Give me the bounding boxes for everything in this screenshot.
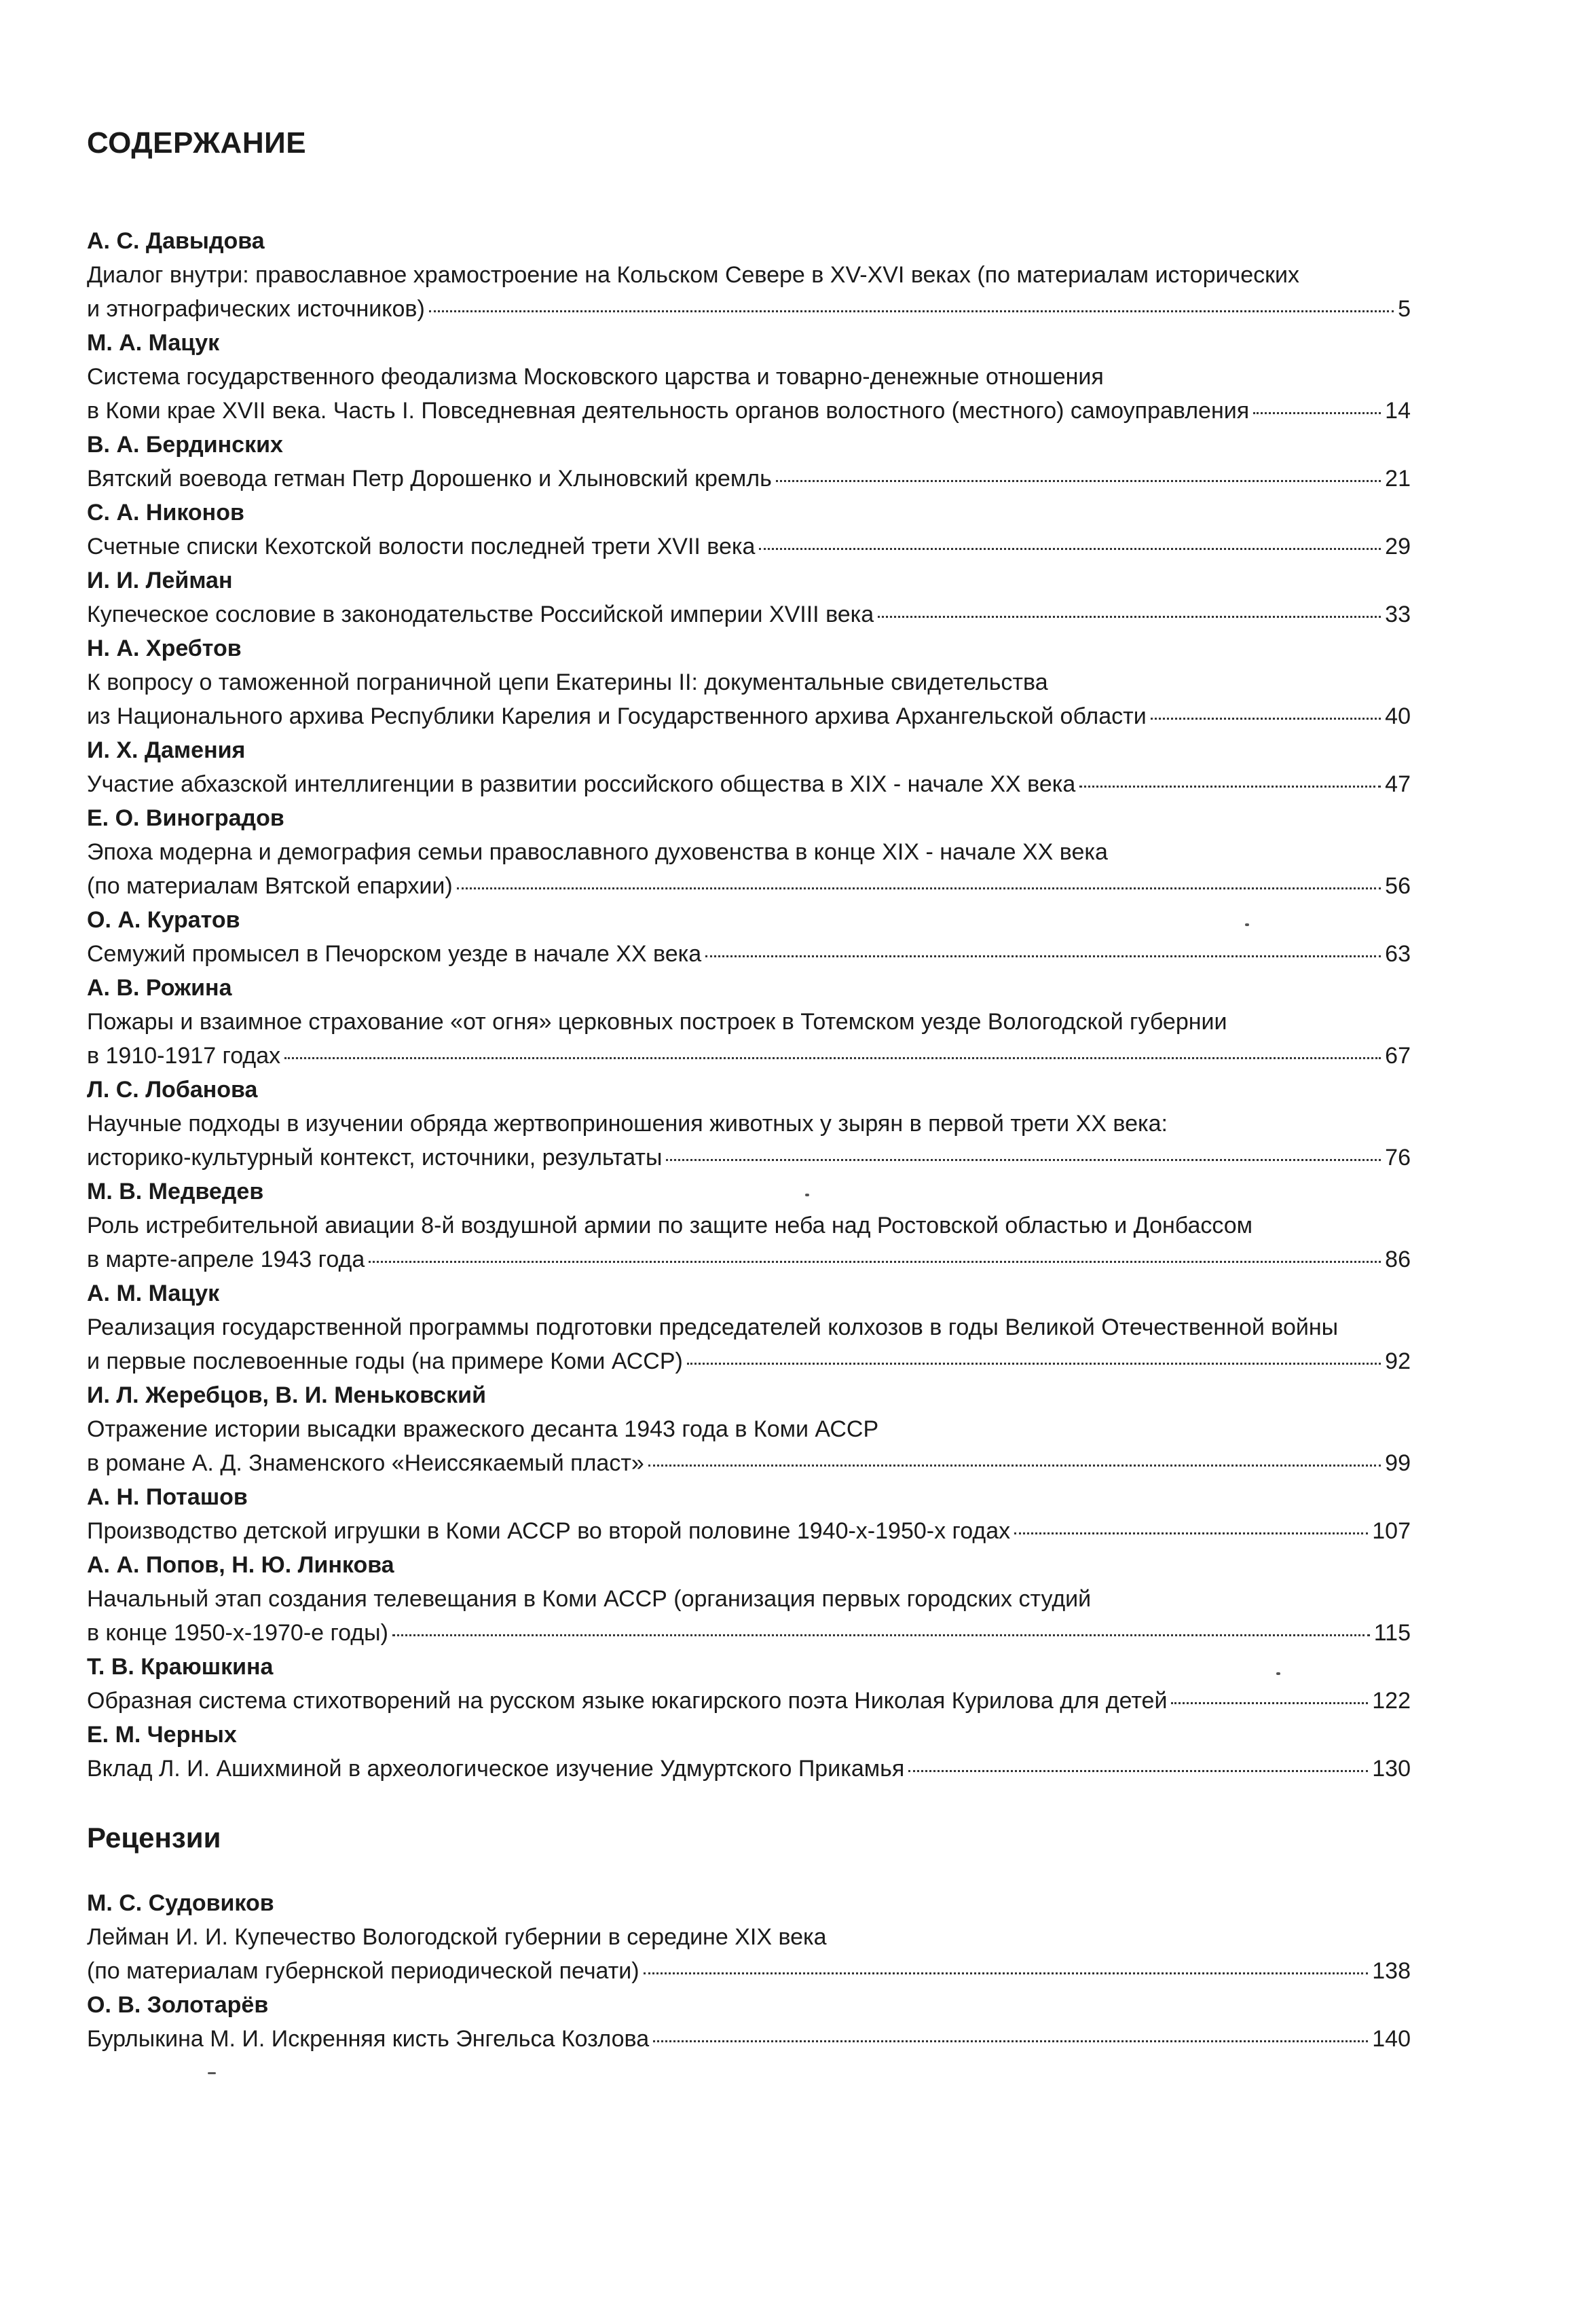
entry-title-text: Образная система стихотворений на русском языке юкагирского поэта Николая Курилова для детей — [87, 1688, 1168, 1714]
entry-title-last-line — [87, 1039, 1411, 1073]
entry-title-line: Эпоха модерна и демография семьи православного духовенства в конце XIX - начале XX века — [87, 839, 1108, 865]
entry-author: А. Н. Поташов — [87, 1484, 248, 1510]
entry-author: В. А. Бердинских — [87, 432, 283, 458]
dot-leader — [1079, 786, 1381, 788]
entry-author: С. А. Никонов — [87, 500, 244, 526]
entry-title-last-line — [87, 1684, 1411, 1718]
entry-author: А. В. Рожина — [87, 975, 232, 1001]
entry-title-text: Бурлыкина М. И. Искренняя кисть Энгельса Козлова — [87, 2026, 650, 2052]
entry-page-number: 67 — [1385, 1043, 1411, 1069]
entry-page-number: 5 — [1398, 296, 1411, 322]
entry-title-text: в 1910-1917 годах — [87, 1043, 281, 1069]
entry-title-text: Счетные списки Кехотской волости последней трети XVII века — [87, 534, 756, 559]
entry-author: А. С. Давыдова — [87, 228, 265, 254]
entry-page-number: 63 — [1385, 941, 1411, 967]
entry-title-line: Реализация государственной программы подготовки председателей колхозов в годы Великой Отечественной войны — [87, 1314, 1339, 1340]
toc-entry[interactable] — [87, 1175, 1411, 1276]
entry-title-text: в марте-апреле 1943 года — [87, 1247, 365, 1272]
toc-entry[interactable] — [87, 1650, 1411, 1718]
entry-title-last-line — [87, 1141, 1411, 1175]
toc-entry[interactable] — [87, 224, 1411, 326]
scan-speck — [208, 2072, 216, 2074]
entry-title-last-line — [87, 530, 1411, 564]
entry-author: Н. А. Хребтов — [87, 636, 242, 661]
entry-page-number: 130 — [1372, 1756, 1411, 1782]
entry-title-last-line — [87, 292, 1411, 326]
entry-title-last-line — [87, 1344, 1411, 1378]
dot-leader — [457, 887, 1381, 889]
entry-page-number: 138 — [1372, 1958, 1411, 1984]
entry-title-line: Роль истребительной авиации 8-й воздушной армии по защите неба над Ростовской областью и Донбассом — [87, 1213, 1253, 1238]
entry-author: Е. М. Черных — [87, 1722, 237, 1748]
toc-list — [87, 224, 1411, 2056]
entry-page-number: 40 — [1385, 703, 1411, 729]
dot-leader — [1171, 1702, 1368, 1704]
entry-title-text: Участие абхазской интеллигенции в развитии российского общества в XIX - начале XX века — [87, 771, 1076, 797]
entry-title-text: в романе А. Д. Знаменского «Неиссякаемый пласт» — [87, 1450, 644, 1476]
toc-entry[interactable] — [87, 631, 1411, 733]
dot-leader — [284, 1057, 1381, 1059]
entry-title-last-line — [87, 767, 1411, 801]
entry-title-last-line — [87, 597, 1411, 631]
dot-leader — [759, 548, 1381, 550]
toc-entry[interactable] — [87, 1480, 1411, 1548]
entry-author: Т. В. Краюшкина — [87, 1654, 274, 1680]
entry-title-last-line — [87, 699, 1411, 733]
entry-page-number: 115 — [1373, 1620, 1411, 1646]
dot-leader — [705, 955, 1381, 957]
entry-title-text: в конце 1950-х-1970-е годы) — [87, 1620, 388, 1646]
toc-entry[interactable] — [87, 903, 1411, 971]
entry-title-text: (по материалам Вятской епархии) — [87, 873, 453, 899]
entry-page-number: 47 — [1385, 771, 1411, 797]
entry-author: А. А. Попов, Н. Ю. Линкова — [87, 1552, 394, 1578]
toc-entry[interactable] — [87, 1988, 1411, 2056]
entry-title-text: и этнографических источников) — [87, 296, 425, 322]
entry-title-text: Производство детской игрушки в Коми АССР во второй половине 1940-х-1950-х годах — [87, 1518, 1011, 1544]
entry-page-number: 21 — [1385, 466, 1411, 492]
entry-title-text: Семужий промысел в Печорском уезде в начале XX века — [87, 941, 702, 967]
entry-author: М. В. Медведев — [87, 1179, 264, 1204]
toc-entry[interactable] — [87, 496, 1411, 564]
toc-entry[interactable] — [87, 1073, 1411, 1175]
entry-author: О. А. Куратов — [87, 907, 240, 933]
scan-speck — [1245, 923, 1249, 926]
dot-leader — [429, 310, 1394, 312]
entry-title-last-line — [87, 1446, 1411, 1480]
entry-title-line: Диалог внутри: православное храмостроение на Кольском Севере в XV-XVI веках (по материалам исторических — [87, 262, 1299, 288]
scan-speck — [1276, 1672, 1280, 1675]
toc-entry[interactable] — [87, 1886, 1411, 1988]
toc-entry[interactable] — [87, 1276, 1411, 1378]
entry-page-number: 29 — [1385, 534, 1411, 559]
toc-heading: СОДЕРЖАНИЕ — [87, 126, 307, 160]
toc-entry[interactable] — [87, 326, 1411, 428]
entry-author: Е. О. Виноградов — [87, 805, 284, 831]
entry-title-text: и первые послевоенные годы (на примере Коми АССР) — [87, 1348, 683, 1374]
dot-leader — [776, 480, 1381, 482]
toc-entry[interactable] — [87, 1718, 1411, 1786]
toc-entry[interactable] — [87, 428, 1411, 496]
dot-leader — [392, 1634, 1370, 1636]
scan-speck — [805, 1194, 809, 1196]
entry-title-line: К вопросу о таможенной пограничной цепи Екатерины II: документальные свидетельства — [87, 669, 1048, 695]
toc-entry[interactable] — [87, 564, 1411, 631]
entry-title-text: историко-культурный контекст, источники, результаты — [87, 1145, 663, 1171]
entry-title-last-line — [87, 1242, 1411, 1276]
entry-title-line: Система государственного феодализма Московского царства и товарно-денежные отношения — [87, 364, 1104, 390]
entry-author: М. А. Мацук — [87, 330, 220, 356]
dot-leader — [648, 1465, 1381, 1467]
dot-leader — [644, 1972, 1369, 1974]
entry-page-number: 92 — [1385, 1348, 1411, 1374]
entry-title-line: Пожары и взаимное страхование «от огня» церковных построек в Тотемском уезде Вологодской губернии — [87, 1009, 1227, 1035]
entry-title-last-line — [87, 869, 1411, 903]
entry-title-last-line — [87, 1752, 1411, 1786]
entry-title-text: (по материалам губернской периодической печати) — [87, 1958, 639, 1984]
entry-title-line: Лейман И. И. Купечество Вологодской губернии в середине XIX века — [87, 1924, 827, 1950]
entry-title-last-line — [87, 1514, 1411, 1548]
entry-title-last-line — [87, 2022, 1411, 2056]
dot-leader — [1014, 1532, 1368, 1534]
entry-title-text: Купеческое сословие в законодательстве Российской империи XVIII века — [87, 602, 874, 627]
entry-page-number: 33 — [1385, 602, 1411, 627]
entry-author: Л. С. Лобанова — [87, 1077, 258, 1103]
entry-author: О. В. Золотарёв — [87, 1992, 269, 2018]
entry-author: И. Л. Жеребцов, В. И. Меньковский — [87, 1382, 486, 1408]
dot-leader — [653, 2040, 1368, 2042]
entry-title-text: из Национального архива Республики Карелия и Государственного архива Архангельской области — [87, 703, 1147, 729]
reviews-heading: Рецензии — [87, 1822, 221, 1854]
dot-leader — [1151, 718, 1381, 720]
toc-entry[interactable] — [87, 733, 1411, 801]
entry-author: И. Х. Дамения — [87, 737, 246, 763]
entry-author: А. М. Мацук — [87, 1281, 220, 1306]
toc-entry[interactable] — [87, 971, 1411, 1073]
entry-title-text: Вклад Л. И. Ашихминой в археологическое изучение Удмуртского Прикамья — [87, 1756, 905, 1782]
entry-page-number: 86 — [1385, 1247, 1411, 1272]
entry-title-last-line — [87, 462, 1411, 496]
dot-leader — [687, 1363, 1381, 1365]
entry-page-number: 76 — [1385, 1145, 1411, 1171]
dot-leader — [1253, 412, 1381, 414]
entry-title-last-line — [87, 937, 1411, 971]
toc-entry[interactable] — [87, 1378, 1411, 1480]
entry-page-number: 122 — [1372, 1688, 1411, 1714]
entry-author: М. С. Судовиков — [87, 1890, 274, 1916]
dot-leader — [908, 1770, 1368, 1772]
dot-leader — [878, 616, 1381, 618]
entry-page-number: 14 — [1385, 398, 1411, 424]
dot-leader — [666, 1159, 1381, 1161]
entry-title-line: Начальный этап создания телевещания в Коми АССР (организация первых городских студий — [87, 1586, 1092, 1612]
entry-title-text: в Коми крае XVII века. Часть I. Повседневная деятельность органов волостного (местного) самоуправления — [87, 398, 1250, 424]
entry-page-number: 107 — [1372, 1518, 1411, 1544]
entry-page-number: 99 — [1385, 1450, 1411, 1476]
entry-title-line: Отражение истории высадки вражеского десанта 1943 года в Коми АССР — [87, 1416, 879, 1442]
entry-title-text: Вятский воевода гетман Петр Дорошенко и Хлыновский кремль — [87, 466, 772, 492]
toc-entry[interactable] — [87, 801, 1411, 903]
entry-author: И. И. Лейман — [87, 568, 233, 593]
entry-title-line: Научные подходы в изучении обряда жертвоприношения животных у зырян в первой трети XX века: — [87, 1111, 1168, 1137]
dot-leader — [369, 1261, 1381, 1263]
entry-page-number: 56 — [1385, 873, 1411, 899]
toc-entry[interactable] — [87, 1548, 1411, 1650]
entry-page-number: 140 — [1372, 2026, 1411, 2052]
entry-title-last-line — [87, 394, 1411, 428]
entry-title-last-line — [87, 1954, 1411, 1988]
entry-title-last-line — [87, 1616, 1411, 1650]
